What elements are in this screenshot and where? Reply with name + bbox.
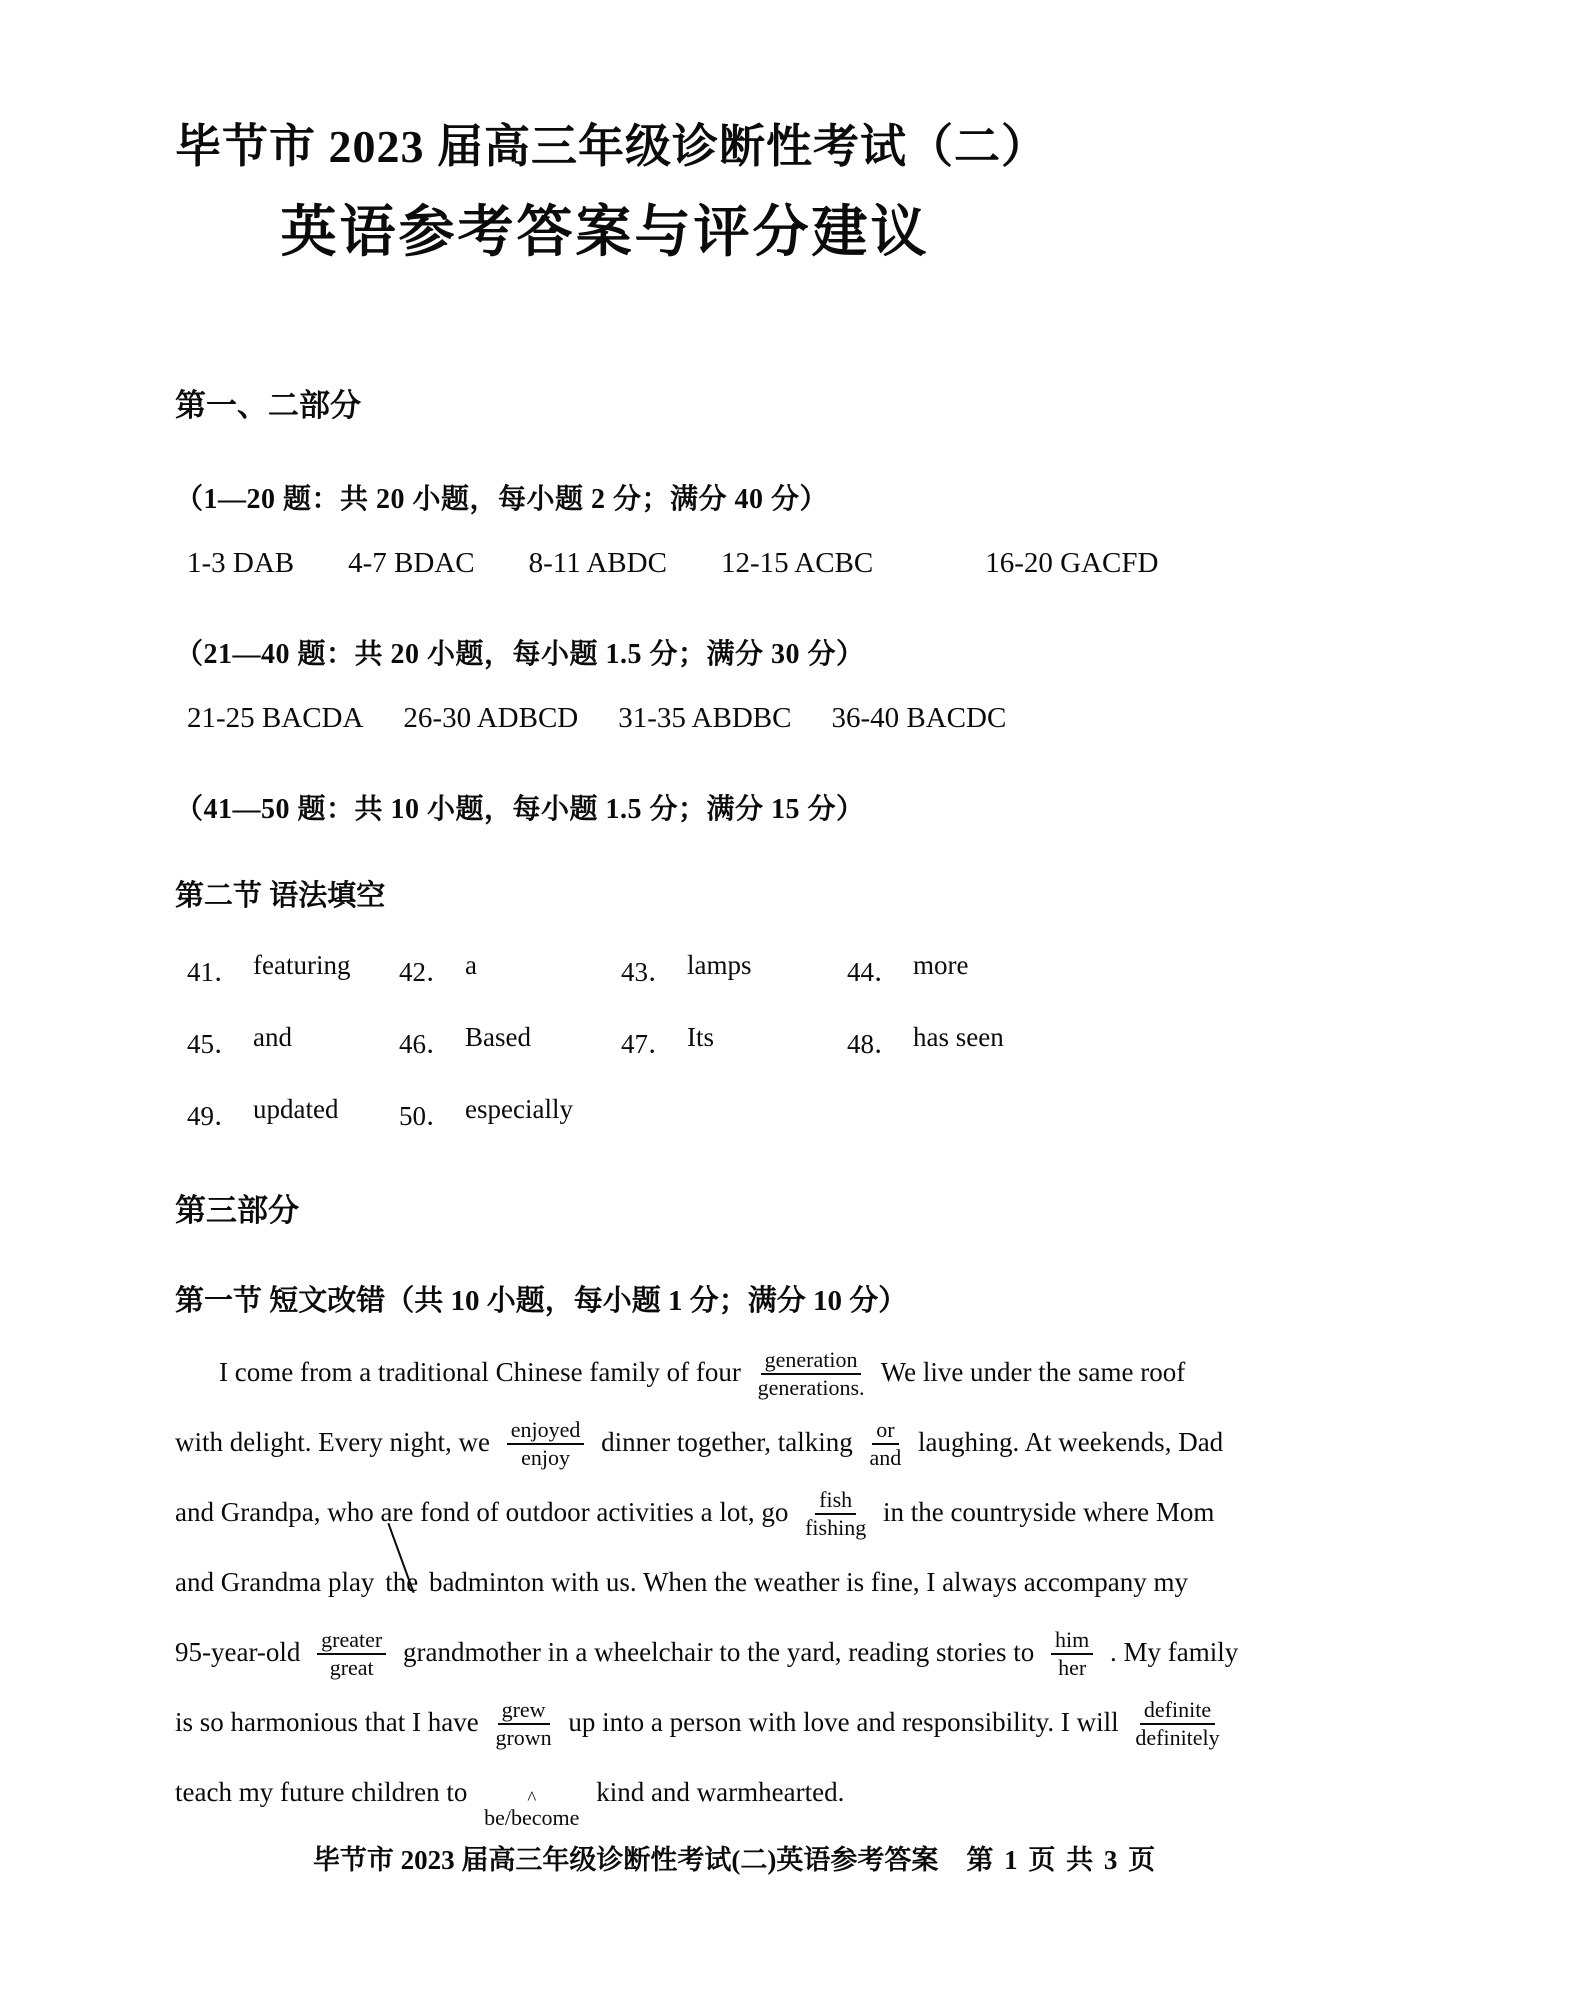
correction-error-word: generation [761,1348,862,1376]
correction-fixed-word: generations. [757,1375,865,1401]
passage-text: and Grandpa, who are fond of outdoor activities a lot, go [175,1496,789,1527]
grammar-answers-grid [187,950,1450,1133]
passage-text: badminton with us. When the weather is fine, I always accompany my [428,1566,1188,1597]
passage-line [175,1407,1450,1477]
grammar-answer: and [253,1021,292,1052]
correction-error-word: fish [815,1488,856,1516]
correction-fixed-word: definitely [1135,1725,1220,1751]
deleted-word: the [385,1566,419,1597]
grammar-item [399,1094,621,1133]
grammar-number: 49． [187,1100,241,1131]
grammar-answer: has seen [913,1021,1004,1052]
grammar-answer: more [913,949,969,980]
passage-text: and Grandma play [175,1566,375,1597]
grammar-number: 42． [399,956,453,987]
grammar-item [399,1022,621,1061]
passage-line [175,1757,1450,1830]
grammar-answer: updated [253,1093,339,1124]
exam-title: 毕节市 2023 届高三年级诊断性考试（二） [175,121,1048,172]
correction-error-word: enjoyed [507,1418,585,1446]
correction-section-heading: 第一节 短文改错（共 10 小题，每小题 1 分；满分 10 分） [175,1284,908,1317]
grammar-item [847,1022,1450,1061]
answer-item: 26-30 ADBCD [403,701,579,734]
deletion-mark [385,1547,418,1617]
grammar-item [621,950,847,989]
answer-item: 12-15 ACBC [720,546,874,579]
correction-error-word: grew [498,1698,550,1726]
grammar-item [847,950,1450,989]
part3-heading: 第三部分 [175,1192,299,1228]
passage-line [175,1477,1450,1547]
footer-page-number: 第 1 页 共 3 页 [966,1845,1158,1875]
passage [175,1337,1450,1830]
scoring-note-3: （41—50 题：共 10 小题，每小题 1.5 分；满分 15 分） [175,793,865,825]
passage-text: grandmother in a wheelchair to the yard, reading stories to [402,1636,1035,1667]
correction-error-word: greater [317,1628,386,1656]
correction-fixed-word: enjoy [521,1445,570,1471]
grammar-number: 41． [187,956,241,987]
page-footer [175,1838,1295,1877]
passage-text: laughing. At weekends, Dad [917,1426,1224,1457]
passage-text: in the countryside where Mom [882,1496,1215,1527]
grammar-number: 48． [847,1028,901,1059]
passage-text: I come from a traditional Chinese family of four [219,1356,741,1387]
correction-mark [495,1698,551,1751]
correction-mark [805,1488,866,1541]
passage-line [175,1337,1450,1407]
grammar-number: 47． [621,1028,675,1059]
passage-text: kind and warmhearted. [596,1776,845,1807]
passage-text: teach my future children to [175,1776,468,1807]
grammar-item [621,1022,847,1061]
correction-mark [317,1628,386,1681]
scoring-note-2: （21—40 题：共 20 小题，每小题 1.5 分；满分 30 分） [175,638,865,670]
grammar-answer: especially [465,1093,573,1124]
passage-line [175,1687,1450,1757]
grammar-answer: featuring [253,949,351,980]
passage-text: with delight. Every night, we [175,1426,490,1457]
scoring-note-1: （1—20 题：共 20 小题，每小题 2 分；满分 40 分） [175,483,829,515]
footer-text: 毕节市 2023 届高三年级诊断性考试(二)英语参考答案 [312,1845,939,1875]
answer-item: 8-11 ABDC [528,546,667,579]
correction-fixed-word: and [869,1445,902,1471]
answers-row-2 [187,702,1450,735]
correction-mark [758,1348,865,1401]
correction-fixed-word: her [1058,1655,1087,1681]
answer-item: 1-3 DAB [187,546,295,579]
correction-mark [507,1418,585,1471]
grammar-number: 45． [187,1028,241,1059]
grammar-answer: Its [687,1021,714,1052]
correction-mark [1051,1628,1093,1681]
correction-error-word: or [872,1418,898,1446]
passage-text: 95-year-old [175,1636,301,1667]
grammar-item [187,1022,399,1061]
passage-text: up into a person with love and responsibility. I will [568,1706,1119,1737]
grammar-number: 46． [399,1028,453,1059]
grammar-answer: a [465,949,477,980]
correction-fixed-word: great [329,1655,374,1681]
passage-text: We live under the same roof [880,1356,1186,1387]
answers-row-1 [187,547,1450,580]
insertion-word: be/become [484,1804,580,1830]
grammar-item [187,950,399,989]
answer-item: 21-25 BACDA [187,701,364,734]
grammar-number: 50． [399,1100,453,1131]
correction-fixed-word: fishing [805,1515,867,1541]
answer-item: 31-35 ABDBC [618,701,792,734]
correction-error-word: definite [1140,1698,1215,1726]
title-block [175,118,1048,268]
grammar-number: 44． [847,956,901,987]
answer-item: 36-40 BACDC [831,701,1007,734]
grammar-answer: Based [465,1021,531,1052]
insertion-mark [484,1787,580,1830]
passage-line [175,1617,1450,1687]
passage-text: dinner together, talking [601,1426,853,1457]
grammar-answer: lamps [687,949,752,980]
correction-mark [869,1418,901,1471]
part12-heading: 第一、二部分 [175,387,361,423]
section2-heading: 第二节 语法填空 [175,879,386,912]
grammar-item [399,950,621,989]
correction-mark [1135,1698,1219,1751]
exam-subtitle: 英语参考答案与评分建议 [280,201,930,264]
passage-line [175,1547,1450,1617]
answer-item: 4-7 BDAC [348,546,475,579]
grammar-item [187,1094,399,1133]
correction-fixed-word: grown [495,1725,552,1751]
answer-item: 16-20 GACFD [985,546,1159,579]
passage-text: is so harmonious that I have [175,1706,479,1737]
grammar-number: 43． [621,956,675,987]
correction-error-word: him [1051,1628,1093,1656]
passage-text: . My family [1110,1636,1239,1667]
insertion-caret: ^ [527,1787,537,1809]
